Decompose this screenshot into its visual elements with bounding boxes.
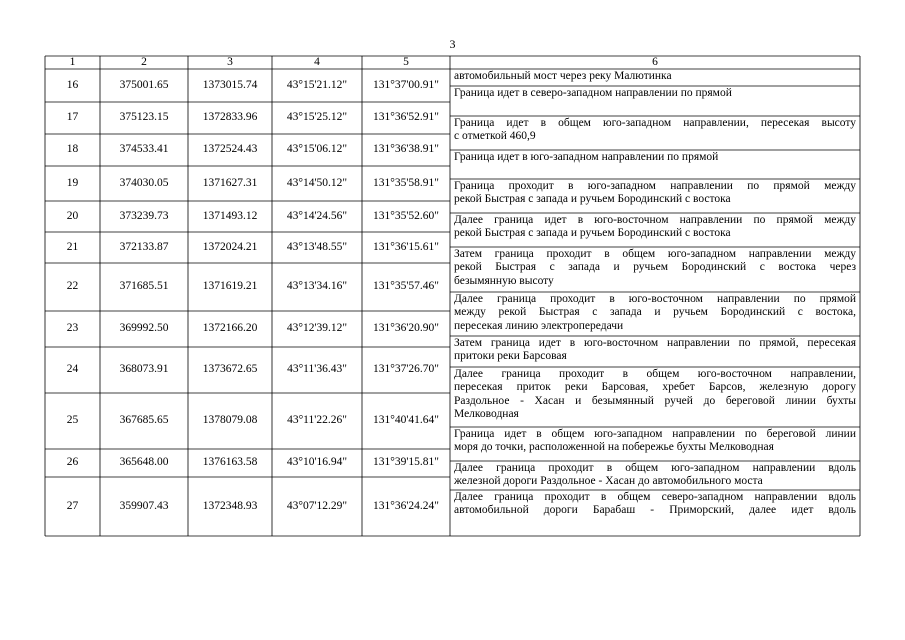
coord-y: 1378079.08 [202, 414, 258, 426]
latitude: 43°15'06.12" [286, 143, 348, 155]
coord-x: 359907.43 [119, 499, 169, 512]
coord-y: 1376163.58 [202, 456, 258, 468]
description-line: моря до точки, расположенной на побережье бухты Мелководная [454, 441, 774, 454]
latitude: 43°12'39.12" [286, 322, 348, 334]
point-number: 18 [66, 143, 79, 155]
latitude: 43°13'34.16" [286, 280, 348, 292]
coord-y: 1373015.74 [202, 78, 258, 91]
column-header: 1 [69, 56, 76, 68]
description-line: железной дороги Раздольное - Хасан до автомобильного моста [454, 475, 763, 488]
longitude: 131°36'15.61" [373, 240, 439, 253]
coord-x: 372133.87 [119, 240, 169, 253]
longitude: 131°39'15.81" [373, 456, 439, 468]
description-line: притоки реки Барсовая [454, 350, 567, 363]
coord-y: 1372166.20 [202, 322, 258, 334]
description-line: безымянную высоту [454, 274, 554, 287]
description-line: рекой Быстрая с запада и ручьем Бородинский с востока [454, 227, 731, 240]
coord-x: 375001.65 [119, 78, 169, 91]
description-line: рекой Быстрая с запада и ручьем Бородинский с востока через [454, 261, 856, 274]
point-number: 25 [66, 414, 79, 426]
coord-y: 1372348.93 [202, 499, 258, 512]
coord-x: 365648.00 [119, 456, 169, 468]
page-number: 3 [449, 37, 456, 51]
coord-y: 1371627.31 [202, 176, 258, 189]
description-line: Далее граница проходит в общем юго-западном направлении вдоль [454, 462, 856, 474]
coord-y: 1372833.96 [202, 111, 258, 123]
longitude: 131°36'38.91" [373, 143, 439, 155]
description-line: Граница проходит в юго-западном направлении по прямой между [454, 180, 856, 192]
longitude: 131°35'58.91" [373, 176, 439, 189]
description-line: рекой Быстрая с запада и ручьем Бородинский с востока [454, 193, 731, 206]
point-number: 24 [66, 363, 79, 375]
coord-x: 374030.05 [119, 176, 169, 189]
coord-x: 374533.41 [119, 143, 169, 155]
description-line: Далее граница проходит в общем северо-западном направлении вдоль [454, 491, 856, 503]
description-line: Граница идет в общем юго-западном направлении, пересекая высоту [454, 117, 856, 129]
description-line: автомобильной дороги Барабаш - Приморский, далее идет вдоль [454, 504, 856, 517]
longitude: 131°35'52.60" [373, 209, 439, 222]
coord-y: 1372524.43 [202, 143, 258, 155]
point-number: 16 [66, 78, 79, 91]
point-number: 19 [66, 176, 79, 189]
coord-y: 1373672.65 [202, 363, 258, 375]
description-line: Граница идет в общем юго-западном направлении по береговой линии [454, 428, 856, 440]
point-number: 17 [66, 111, 79, 123]
column-header: 4 [314, 56, 320, 68]
description-line: Граница идет в северо-западном направлении по прямой [454, 87, 732, 99]
longitude: 131°40'41.64" [373, 414, 439, 426]
longitude: 131°37'26.70" [373, 363, 439, 375]
coord-x: 367685.65 [119, 414, 169, 426]
description-line: Далее граница идет в юго-восточном направлении по прямой между [454, 214, 856, 226]
coord-x: 371685.51 [119, 280, 169, 292]
latitude: 43°10'16.94" [286, 456, 348, 468]
latitude: 43°11'36.43" [287, 363, 347, 375]
description-line: Мелководная [454, 407, 519, 420]
coord-x: 375123.15 [119, 111, 169, 123]
column-header: 5 [403, 56, 409, 68]
latitude: 43°15'25.12" [286, 111, 348, 123]
longitude: 131°36'52.91" [373, 111, 439, 123]
longitude: 131°36'24.24" [373, 499, 439, 512]
coord-x: 368073.91 [119, 363, 169, 375]
latitude: 43°13'48.55" [286, 240, 348, 253]
latitude: 43°14'50.12" [286, 176, 348, 189]
description-line: Граница идет в юго-западном направлении по прямой [454, 151, 719, 163]
latitude: 43°07'12.29" [286, 499, 348, 512]
column-header: 6 [652, 56, 658, 68]
point-number: 23 [66, 322, 79, 334]
point-number: 27 [66, 499, 79, 512]
description-line: автомобильный мост через реку Малютинка [454, 70, 672, 82]
column-header: 3 [227, 56, 233, 68]
coord-x: 373239.73 [119, 209, 169, 222]
description-line: пересекая линию электропередачи [454, 319, 624, 332]
coord-y: 1371619.21 [202, 280, 258, 292]
coord-y: 1372024.21 [202, 240, 258, 253]
longitude: 131°36'20.90" [373, 322, 439, 334]
latitude: 43°15'21.12" [286, 78, 348, 91]
column-header: 2 [141, 56, 147, 68]
point-number: 20 [66, 209, 79, 222]
description-line: Раздольное - Хасан и безымянный ручей до береговой линии бухты [454, 394, 856, 407]
description-line: с отметкой 460,9 [454, 130, 536, 143]
coord-y: 1371493.12 [202, 209, 258, 222]
point-number: 21 [66, 240, 79, 253]
longitude: 131°37'00.91" [373, 78, 439, 91]
longitude: 131°35'57.46" [373, 280, 439, 292]
description-line: между рекой Быстрая с запада и ручьем Бородинский с востока, [454, 306, 856, 319]
description-line: Затем граница проходит в общем юго-западном направлении между [454, 248, 856, 260]
latitude: 43°14'24.56" [286, 209, 348, 222]
description-line: Затем граница идет в юго-восточном направлении по прямой, пересекая [454, 337, 856, 349]
point-number: 22 [66, 280, 79, 292]
description-line: Далее граница проходит в юго-восточном направлении по прямой [454, 293, 856, 305]
point-number: 26 [66, 456, 79, 468]
description-line: пересекая приток реки Барсовая, хребет Барсов, железную дорогу [454, 381, 856, 394]
coord-x: 369992.50 [119, 322, 169, 334]
latitude: 43°11'22.26" [287, 414, 347, 426]
description-line: Далее граница проходит в общем юго-восточном направлении, [454, 368, 856, 380]
